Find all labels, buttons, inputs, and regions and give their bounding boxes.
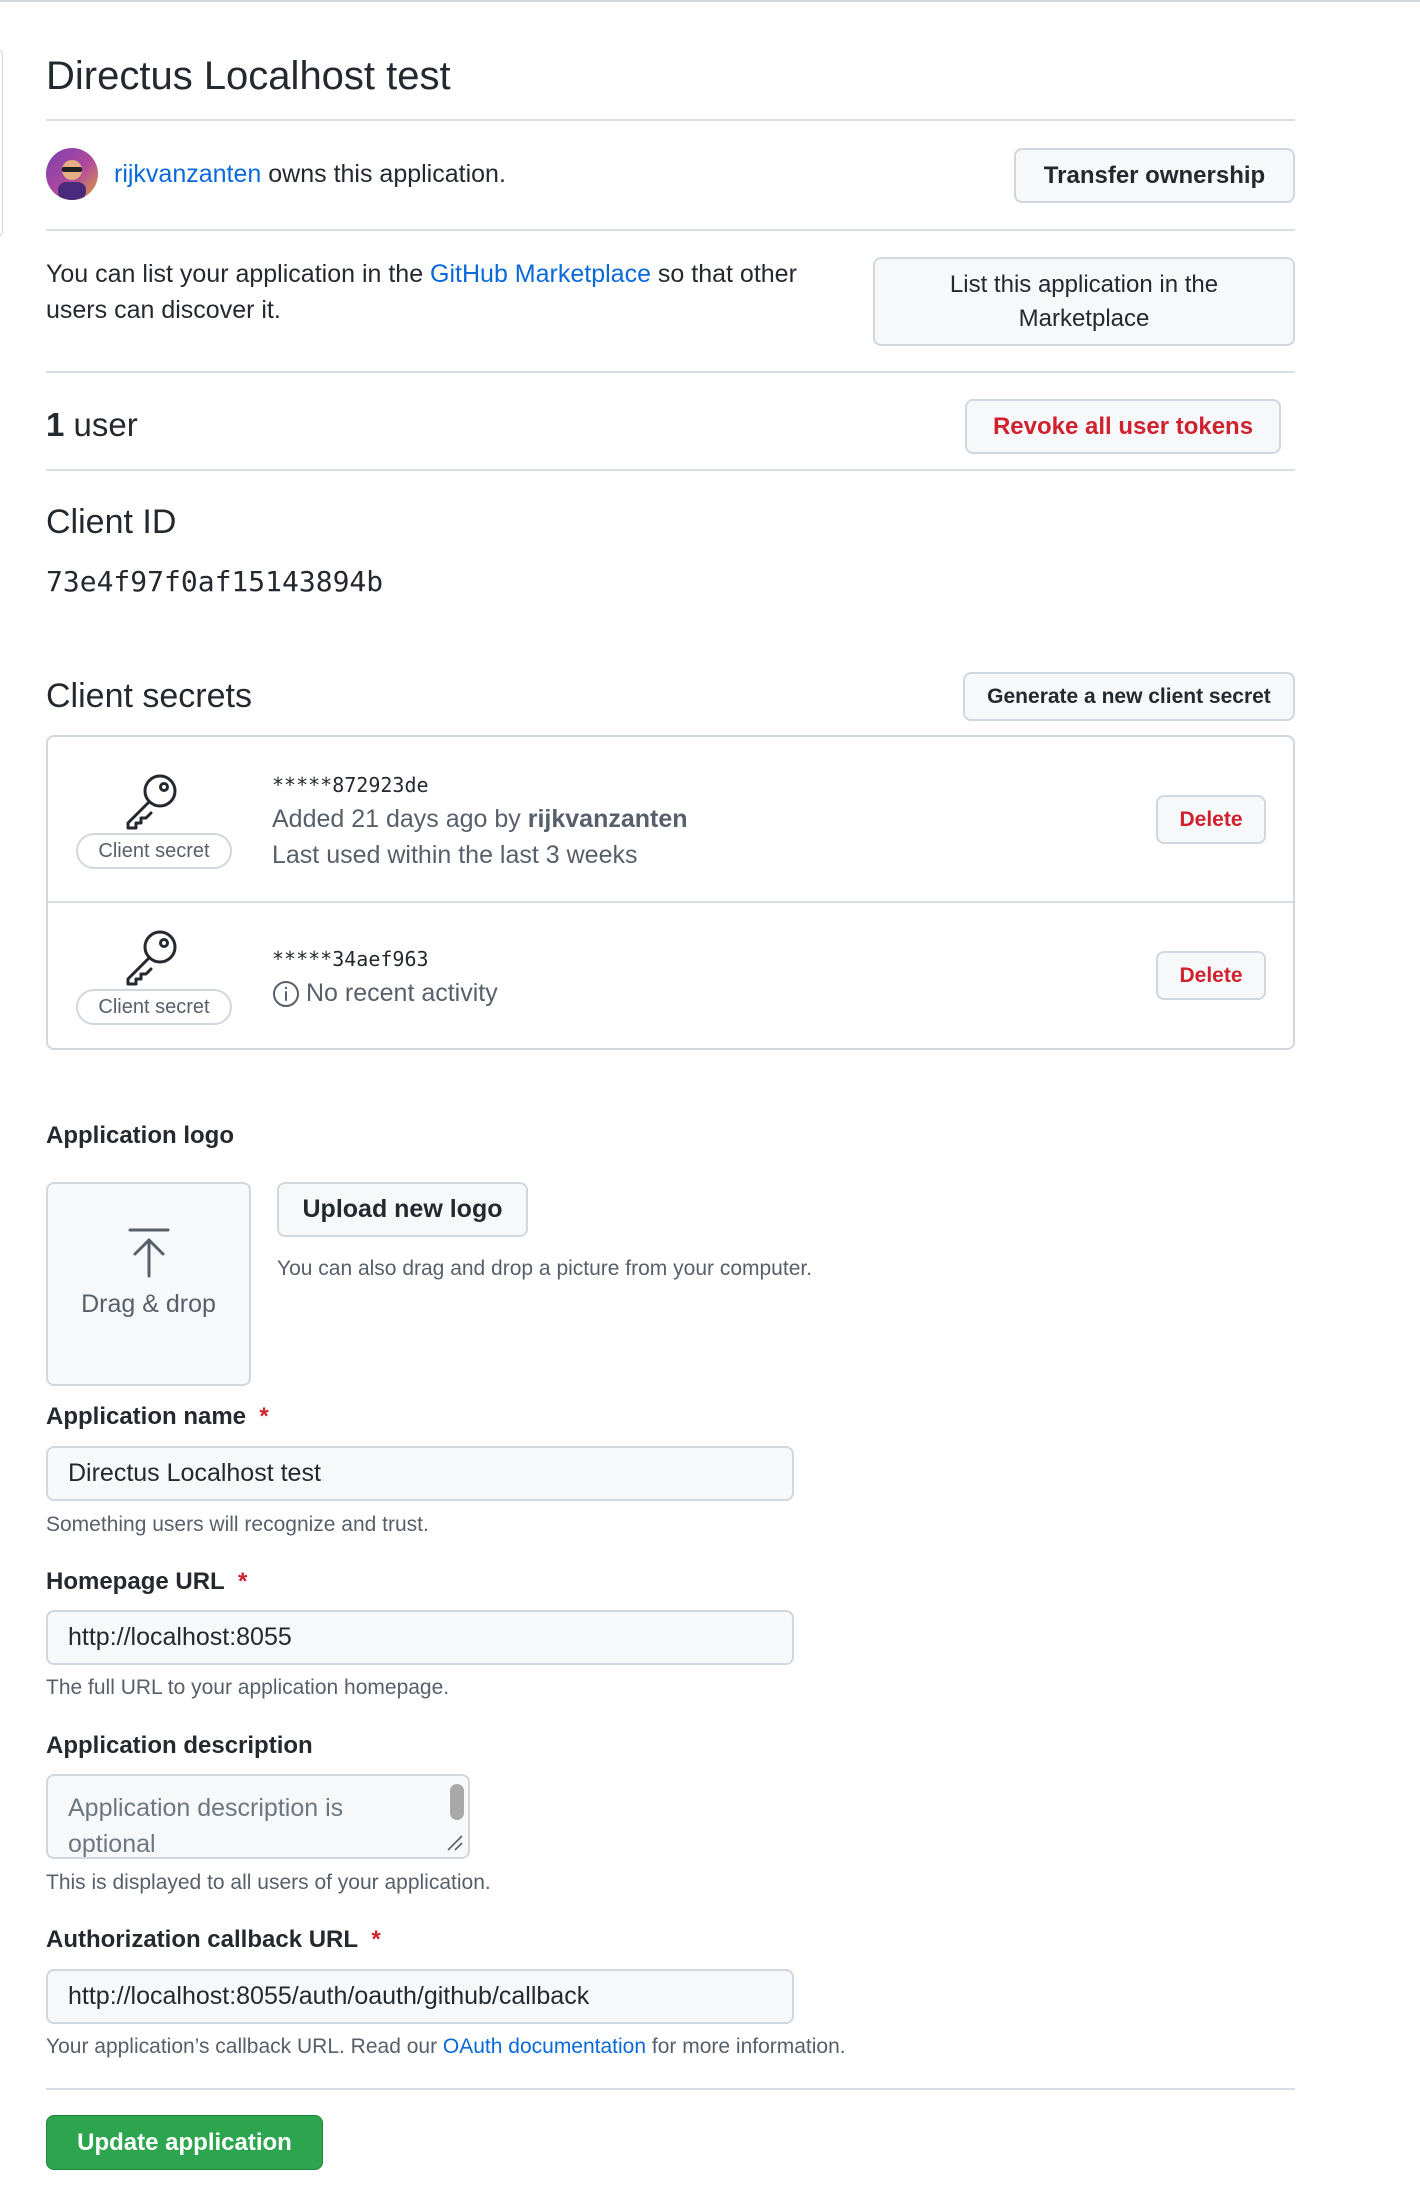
divider	[46, 2088, 1295, 2090]
key-icon	[122, 927, 182, 992]
logo-dropzone[interactable]	[46, 1182, 251, 1386]
callback-url-input[interactable]: http://localhost:8055/auth/oauth/github/callback	[46, 1969, 794, 2024]
avatar[interactable]	[46, 148, 98, 200]
delete-secret-button[interactable]: Delete	[1156, 951, 1266, 1000]
upload-arrow-icon	[126, 1226, 172, 1285]
marketplace-text-before: You can list your application in the	[46, 260, 431, 288]
owner-username-link[interactable]: rijkvanzanten	[114, 160, 262, 188]
callback-hint-after: for more information.	[646, 2035, 846, 2058]
key-icon	[122, 771, 182, 836]
secret-added-by-link[interactable]: rijkvanzanten	[527, 805, 688, 833]
info-icon	[272, 980, 300, 1013]
homepage-url-label	[46, 1566, 247, 1598]
marketplace-text	[46, 256, 846, 328]
divider	[46, 371, 1295, 373]
required-marker: *	[238, 1568, 248, 1595]
upload-logo-button[interactable]: Upload new logo	[277, 1182, 528, 1237]
application-logo-label: Application logo	[46, 1122, 234, 1149]
secret-added-prefix: Added 21 days ago by	[272, 805, 528, 833]
application-description-label: Application description	[46, 1732, 313, 1759]
client-secrets-heading: Client secrets	[46, 677, 252, 715]
client-secret-badge: Client secret	[76, 989, 232, 1025]
list-in-marketplace-button[interactable]: List this application in the Marketplace	[873, 257, 1295, 346]
required-marker: *	[371, 1926, 381, 1953]
divider	[46, 229, 1295, 231]
application-name-label	[46, 1401, 269, 1433]
description-placeholder: Application description is optional	[68, 1794, 344, 1858]
application-name-input[interactable]: Directus Localhost test	[46, 1446, 794, 1501]
transfer-ownership-button[interactable]: Transfer ownership	[1014, 148, 1295, 203]
delete-secret-button[interactable]: Delete	[1156, 795, 1266, 844]
update-application-button[interactable]: Update application	[46, 2115, 323, 2170]
application-description-textarea[interactable]	[46, 1774, 470, 1859]
marketplace-text-after: so that other users can discover it.	[46, 260, 797, 324]
homepage-url-hint: The full URL to your application homepage.	[46, 1676, 450, 1699]
resize-handle-icon[interactable]	[444, 1832, 466, 1859]
client-id-heading: Client ID	[46, 503, 177, 541]
owner-line	[114, 156, 506, 192]
callback-url-label	[46, 1924, 381, 1956]
logo-hint: You can also drag and drop a picture from your computer.	[277, 1257, 813, 1280]
homepage-url-input[interactable]: http://localhost:8055	[46, 1610, 794, 1665]
user-count-number: 1	[46, 406, 65, 443]
generate-client-secret-button[interactable]: Generate a new client secret	[963, 672, 1295, 721]
homepage-url-label-text: Homepage URL	[46, 1568, 225, 1595]
application-name-label-text: Application name	[46, 1403, 247, 1430]
github-marketplace-link[interactable]: GitHub Marketplace	[430, 260, 651, 288]
revoke-all-tokens-button[interactable]: Revoke all user tokens	[965, 399, 1281, 454]
callback-hint-before: Your application’s callback URL. Read our	[46, 2035, 443, 2058]
secret-masked-value: *****34aef963	[272, 947, 429, 971]
top-border	[0, 0, 1420, 3]
user-count-suffix: user	[64, 406, 138, 443]
application-description-hint: This is displayed to all users of your application.	[46, 1871, 491, 1894]
sidebar-edge	[0, 48, 3, 238]
dropzone-text: Drag & drop	[81, 1290, 216, 1318]
oauth-documentation-link[interactable]: OAuth documentation	[442, 2035, 647, 2058]
user-count	[46, 403, 138, 447]
callback-url-label-text: Authorization callback URL	[46, 1926, 359, 1953]
required-marker: *	[259, 1403, 269, 1430]
page-title: Directus Localhost test	[46, 54, 451, 98]
owner-text: owns this application.	[261, 160, 506, 188]
secret-last-used: Last used within the last 3 weeks	[272, 841, 638, 869]
client-id-value: 73e4f97f0af15143894b	[46, 565, 384, 598]
callback-url-hint	[46, 2032, 846, 2062]
divider	[46, 469, 1295, 471]
divider	[46, 119, 1295, 121]
client-secret-badge: Client secret	[76, 833, 232, 869]
application-name-hint: Something users will recognize and trust.	[46, 1513, 429, 1536]
textarea-scrollbar[interactable]	[450, 1784, 464, 1820]
secret-activity: No recent activity	[306, 979, 498, 1007]
client-secrets-list	[46, 735, 1295, 1050]
divider	[48, 901, 1293, 903]
secret-masked-value: *****872923de	[272, 773, 429, 797]
secret-added-info	[272, 801, 688, 837]
